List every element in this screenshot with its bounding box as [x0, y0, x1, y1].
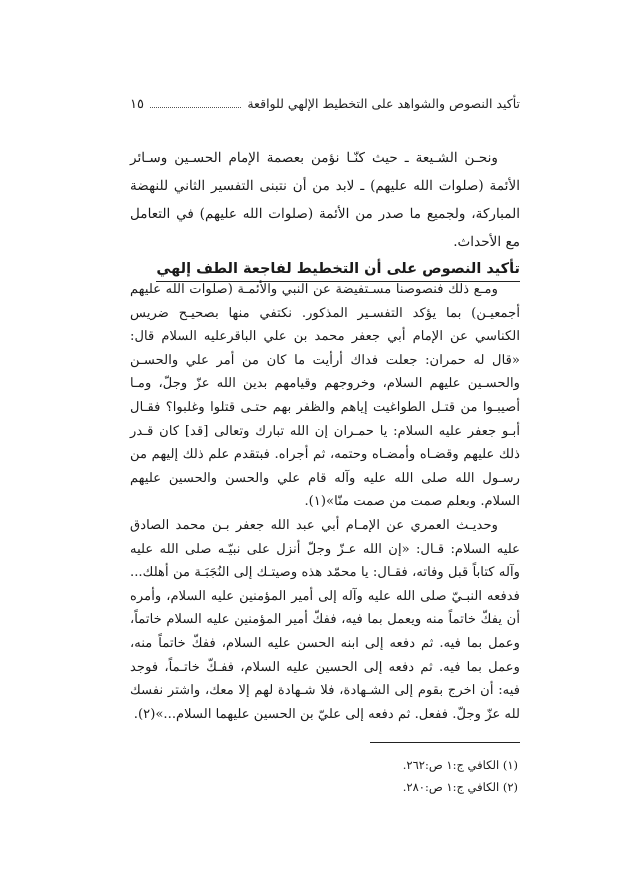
- body-paragraph-2: وحديـث العمري عن الإمـام أبي عبد الله جعفر بـن محمد الصادق عليه السلام: قـال: «إن الله عـزّ وجلّ أنزل على نبيّـه صلى الله عليه وآله كتاباً قبل وفاته، فقـال: يا محمّد هذه وصيتـك إلى النُجَبَـة من أهلك... فدفعه النبـيّ صلى الله عليه وآله إلى أمير المؤمنين عليه السلام، وأمره أن يفكّ خاتماً منه ويعمل بما فيه، ففكّ أمير المؤمنين عليه السلام خاتماً، وعمل بما فيه. ثم دفعه إلى ابنه الحسن عليه السلام، ففكّ خاتماً منه، وعمل بما فيه. ثم دفعه إلى الحسين عليه السلام، ففـكّ خاتـماً، فوجد فيه: أن اخرج بقوم إلى الشـهادة، فلا شـهادة لهم إلا معك، واشتر نفسك لله عزّ وجلّ. ففعل. ثم دفعه إلى عليّ بن الحسين عليهما السلام...»(٢).: [130, 517, 520, 722]
- running-header: [130, 96, 520, 116]
- page-number: ١٥: [130, 97, 144, 112]
- footnote-rule: [370, 742, 520, 743]
- footnote-1: (١) الكافي ج:١ ص:٢٦٢.: [402, 758, 518, 772]
- body-paragraph-1: ومـع ذلك فنصوصنا مسـتفيضة عن النبي والأئمـة (صلوات الله عليهم أجمعيـن) بما يؤكد التفسـير المذكور. نكتفي منها بصحيـح ضريس الكناسي عن الإمام أبي جعفر محمد بن علي الباقرعليه السلام قال: «قال له حمران: جعلت فداك أرأيت ما كان من أمر علي والحسـن والحسـين عليهم السلام، وخروجهم وقيامهم بدين الله عزّ وجلّ، ومـا أصيبـوا من قتـل الطواغيت إياهم والظفر بهم حتـى قتلوا وغلبوا؟ فقـال أبـو جعفر عليه السلام: يا حمـران إن الله تبارك وتعالى [قد] كان قـدر ذلك عليهم وقضـاه وأمضـاه وحتمه، ثم أجراه. فبتقدم علم ذلك إليهم من رسـول الله صلى الله عليه وآله قام علي والحسن والحسين عليهم السلام. وبعلم صمت من صمت منّا»(١).: [130, 282, 520, 510]
- footnote-2: (٢) الكافي ج:١ ص:٢٨٠.: [402, 780, 518, 794]
- intro-paragraph: ونحـن الشـيعة ـ حيث كنّـا نؤمن بعصمة الإمام الحسـين وسـائر الأئمة (صلوات الله عليهم) ـ لابد من أن نتبنى التفسير الثاني للنهضة المباركة، ولجميع ما صدر من الأئمة (صلوات الله عليهم) في التعامل مع الأحداث.: [130, 150, 520, 250]
- running-title: تأكيد النصوص والشواهد على التخطيط الإلهي للواقعة: [247, 96, 520, 111]
- section-heading: تأكيد النصوص على أن التخطيط لفاجعة الطف إلهي: [156, 261, 520, 282]
- leader-dots: [150, 97, 241, 108]
- intro-paragraph-block: [130, 144, 520, 256]
- body-text: [130, 278, 520, 726]
- footnotes: [300, 754, 518, 798]
